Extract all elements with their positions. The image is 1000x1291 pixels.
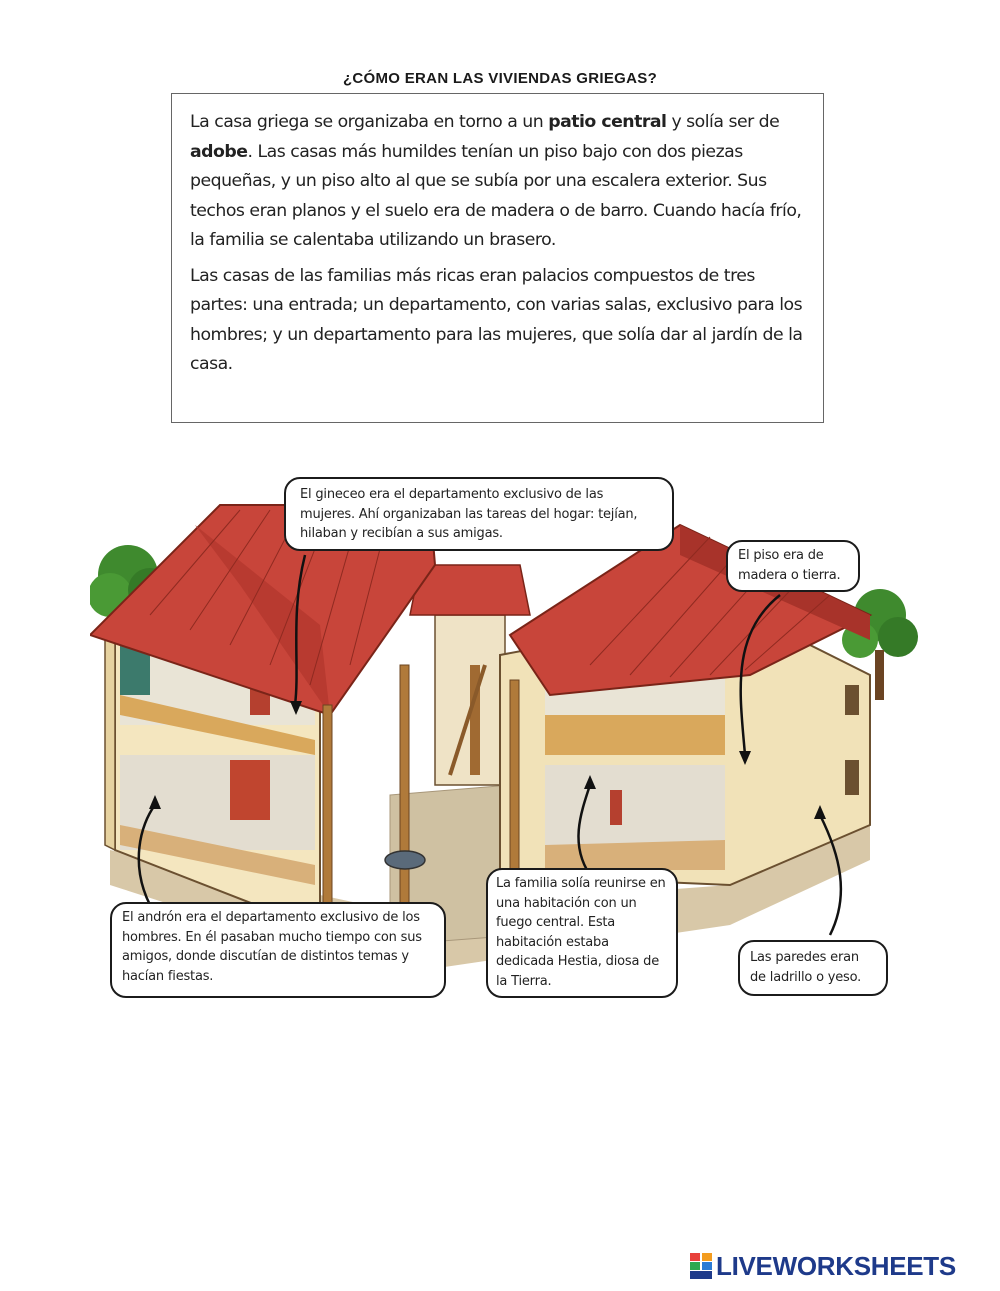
p1-text-a: La casa griega se organizaba en torno a un (190, 112, 549, 132)
well (385, 851, 425, 869)
liveworksheets-icon (690, 1253, 712, 1279)
p1-text-c: y solía ser de (666, 112, 780, 132)
logo-text: LIVEWORKSHEETS (716, 1250, 956, 1281)
callout-andron: El andrón era el departamento exclusivo de los hombres. En él pasaban mucho tiempo con sus amigos, donde discutían de distintos temas y hacían fiestas. (110, 902, 446, 998)
p1-bold-adobe: adobe (190, 141, 248, 162)
p1-bold-patio: patio central (548, 112, 667, 132)
page-title: ¿CÓMO ERAN LAS VIVIENDAS GRIEGAS? (342, 70, 658, 87)
p1-text-e: . Las casas más humildes tenían un piso bajo con dos piezas pequeñas, y un piso alto al que se subía por una escalera exterior. Sus techos eran planos y el suelo era de madera o de barro. Cuando hacía frío, la familia se calentaba utilizando un brasero. (190, 141, 802, 250)
text-box (171, 93, 824, 423)
paragraph-2: Las casas de las familias más ricas eran palacios compuestos de tres partes: una entrada; un departamento, con varias salas, exclusivo para los hombres; y un departamento para las mujeres, que solía dar al jardín de la casa. (190, 265, 803, 374)
liveworksheets-logo (690, 1251, 956, 1281)
callout-familia: La familia solía reunirse en una habitación con un fuego central. Esta habitación estaba dedicada Hestia, diosa de la Tierra. (486, 868, 678, 998)
callout-paredes: Las paredes eran de ladrillo o yeso. (738, 940, 888, 996)
paragraph-1 (190, 108, 805, 256)
callout-gineceo: El gineceo era el departamento exclusivo de las mujeres. Ahí organizaban las tareas del hogar: tejían, hilaban y recibían a sus amigas. (284, 477, 674, 551)
callout-piso: El piso era de madera o tierra. (726, 540, 860, 592)
